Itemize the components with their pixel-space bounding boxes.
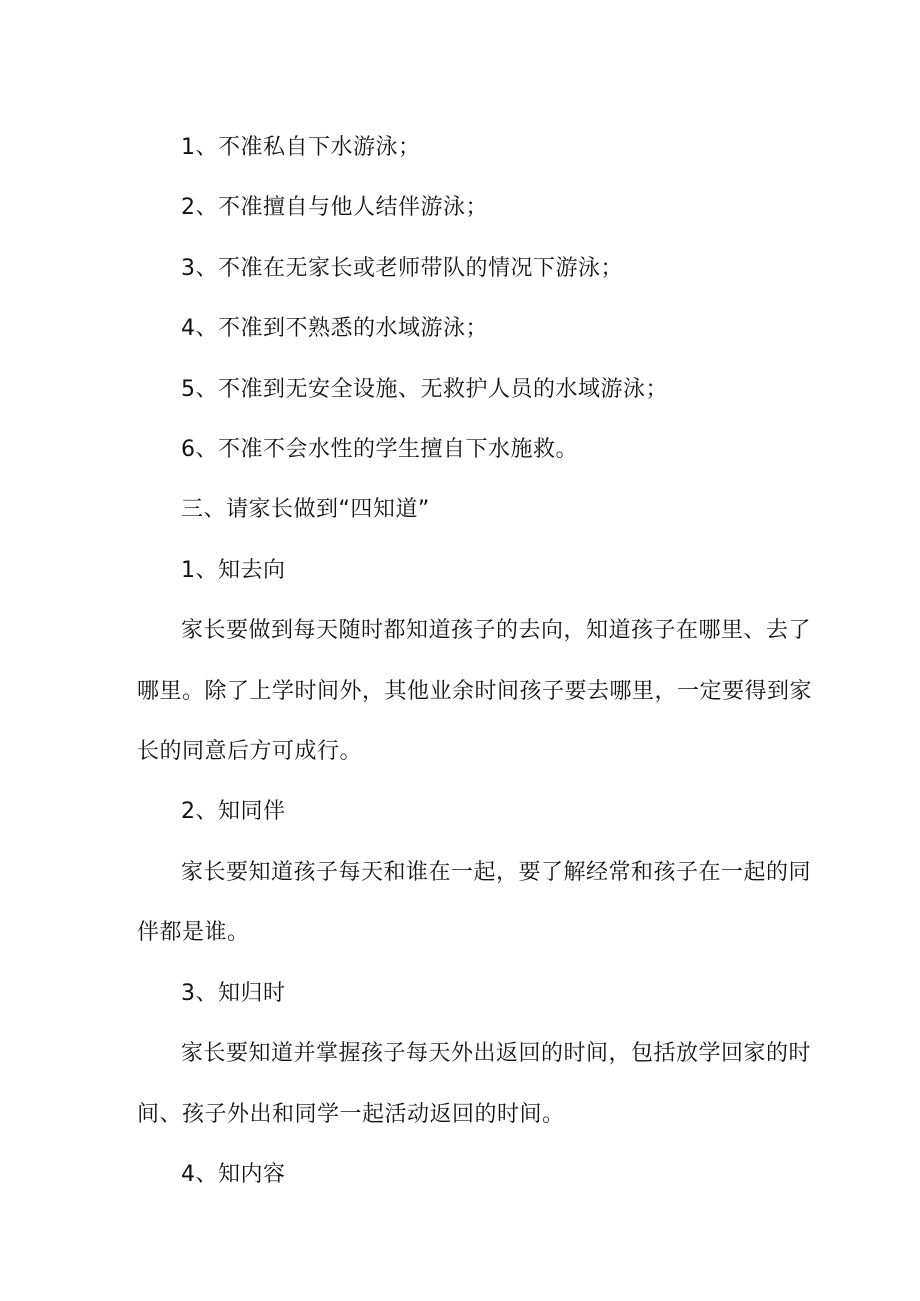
paragraph-line: 家长要知道并掌握孩子每天外出返回的时间，包括放学回家的时 xyxy=(181,1041,812,1067)
section-heading-three: 三、请家长做到“四知道” xyxy=(181,497,430,523)
subheading-know-companions: 2、知同伴 xyxy=(181,799,286,825)
paragraph-line: 伴都是谁。 xyxy=(137,920,250,946)
paragraph-line: 家长要做到每天随时都知道孩子的去向，知道孩子在哪里、去了 xyxy=(181,618,812,644)
paragraph-line: 长的同意后方可成行。 xyxy=(137,739,363,765)
rule-item-1: 1、不准私自下水游泳； xyxy=(181,135,421,160)
rule-item-5: 5、不准到无安全设施、无救护人员的水域游泳； xyxy=(181,376,668,402)
paragraph-line: 间、孩子外出和同学一起活动返回的时间。 xyxy=(137,1101,565,1127)
rule-item-3: 3、不准在无家长或老师带队的情况下游泳； xyxy=(181,255,623,281)
subheading-know-content: 4、知内容 xyxy=(181,1161,286,1187)
rule-item-2: 2、不准擅自与他人结伴游泳； xyxy=(181,195,488,221)
paragraph-line: 家长要知道孩子每天和谁在一起，要了解经常和孩子在一起的同 xyxy=(181,859,812,885)
rule-item-4: 4、不准到不熟悉的水域游泳； xyxy=(181,316,488,342)
rule-item-6: 6、不准不会水性的学生擅自下水施救。 xyxy=(181,437,578,463)
paragraph-line: 哪里。除了上学时间外，其他业余时间孩子要去哪里，一定要得到家 xyxy=(137,678,813,704)
subheading-know-return-time: 3、知归时 xyxy=(181,980,286,1006)
subheading-know-whereabouts: 1、知去向 xyxy=(181,557,286,583)
document-body xyxy=(137,118,813,1205)
